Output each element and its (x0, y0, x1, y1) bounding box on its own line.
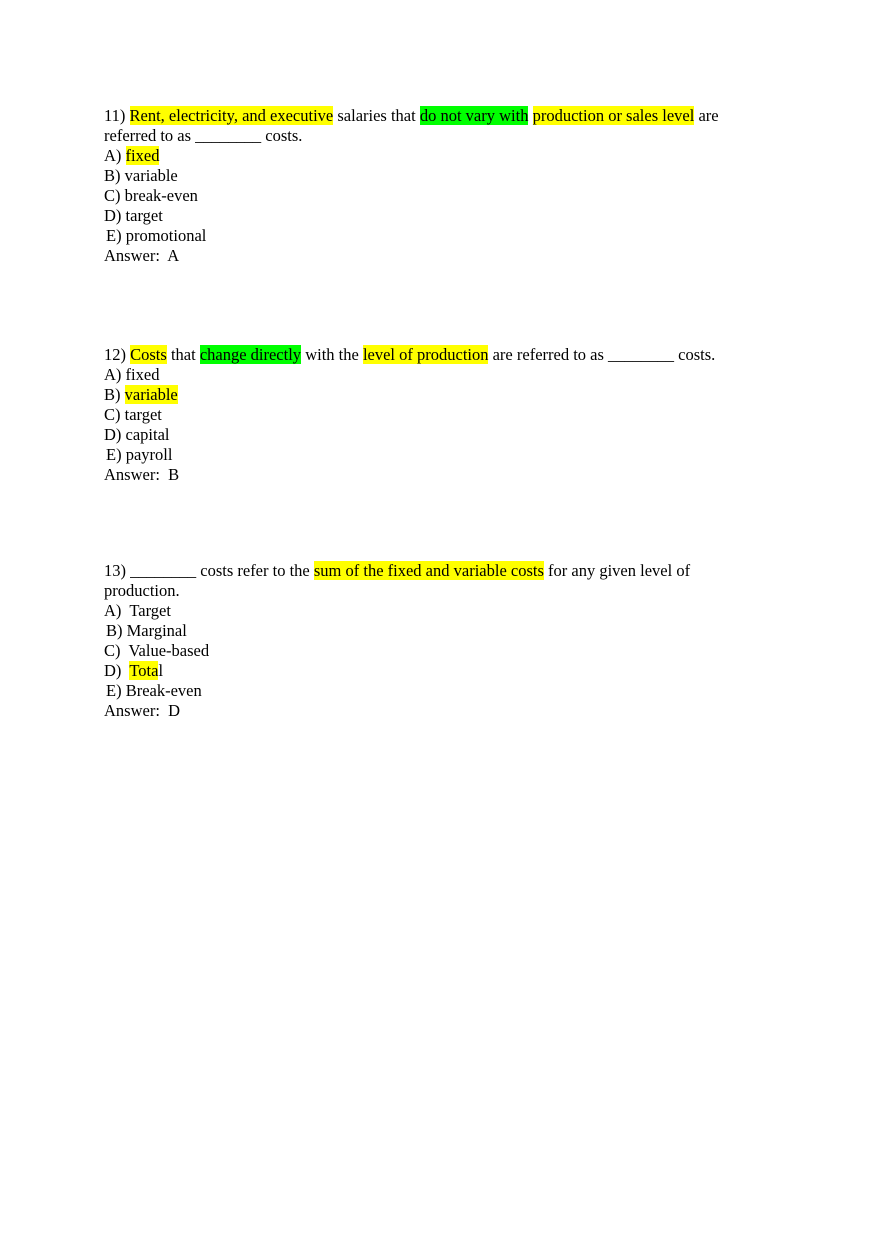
option-a (104, 146, 764, 166)
highlight-yellow: sum of the fixed and variable costs (313, 561, 544, 580)
highlight-yellow: variable (124, 385, 178, 404)
highlight-yellow: level of production (362, 345, 489, 364)
highlight-green: change directly (199, 345, 302, 364)
question-12 (104, 345, 764, 485)
option-a: A) Target (104, 601, 171, 620)
question-11-number: 11) (104, 106, 130, 125)
question-11 (104, 106, 764, 266)
stem-text (528, 106, 532, 125)
answer-line: Answer: D (104, 701, 181, 720)
option-e: E) promotional (106, 226, 207, 245)
question-13-stem-line-2: production. (104, 581, 180, 600)
question-13 (104, 561, 764, 721)
option-d: D) capital (104, 425, 170, 444)
option-b (104, 385, 764, 405)
question-13-stem-line-1 (104, 561, 764, 581)
highlight-yellow: Costs (130, 345, 167, 364)
option-c: C) Value-based (104, 641, 210, 660)
option-e: E) payroll (106, 445, 173, 464)
option-d (104, 661, 764, 681)
stem-text: are (694, 106, 719, 125)
option-b: B) variable (104, 166, 178, 185)
highlight-yellow: Tota (129, 661, 159, 680)
highlight-yellow: fixed (125, 146, 160, 165)
option-text: l (158, 661, 164, 680)
answer-line: Answer: B (104, 465, 180, 484)
answer-line: Answer: A (104, 246, 180, 265)
option-label: A) (104, 146, 126, 165)
question-11-stem-line-2: referred to as ________ costs. (104, 126, 303, 145)
option-c: C) target (104, 405, 162, 424)
option-a: A) fixed (104, 365, 160, 384)
highlight-yellow: production or sales level (532, 106, 695, 125)
option-e: E) Break-even (106, 681, 202, 700)
highlight-green: do not vary with (419, 106, 529, 125)
option-label: B) (104, 385, 125, 404)
option-label: D) (104, 661, 130, 680)
highlight-yellow: Rent, electricity, and executive (129, 106, 334, 125)
question-12-number: 12) (104, 345, 131, 364)
stem-text: are referred to as ________ costs. (488, 345, 716, 364)
option-c: C) break-even (104, 186, 198, 205)
option-d: D) target (104, 206, 163, 225)
question-12-stem-line-1 (104, 345, 764, 365)
stem-text: with the (301, 345, 363, 364)
stem-text: 13) ________ costs refer to the (104, 561, 314, 580)
stem-text: for any given level of (543, 561, 691, 580)
stem-text: salaries that (333, 106, 420, 125)
option-b: B) Marginal (106, 621, 187, 640)
stem-text: that (166, 345, 200, 364)
question-11-stem-line-1 (104, 106, 764, 126)
